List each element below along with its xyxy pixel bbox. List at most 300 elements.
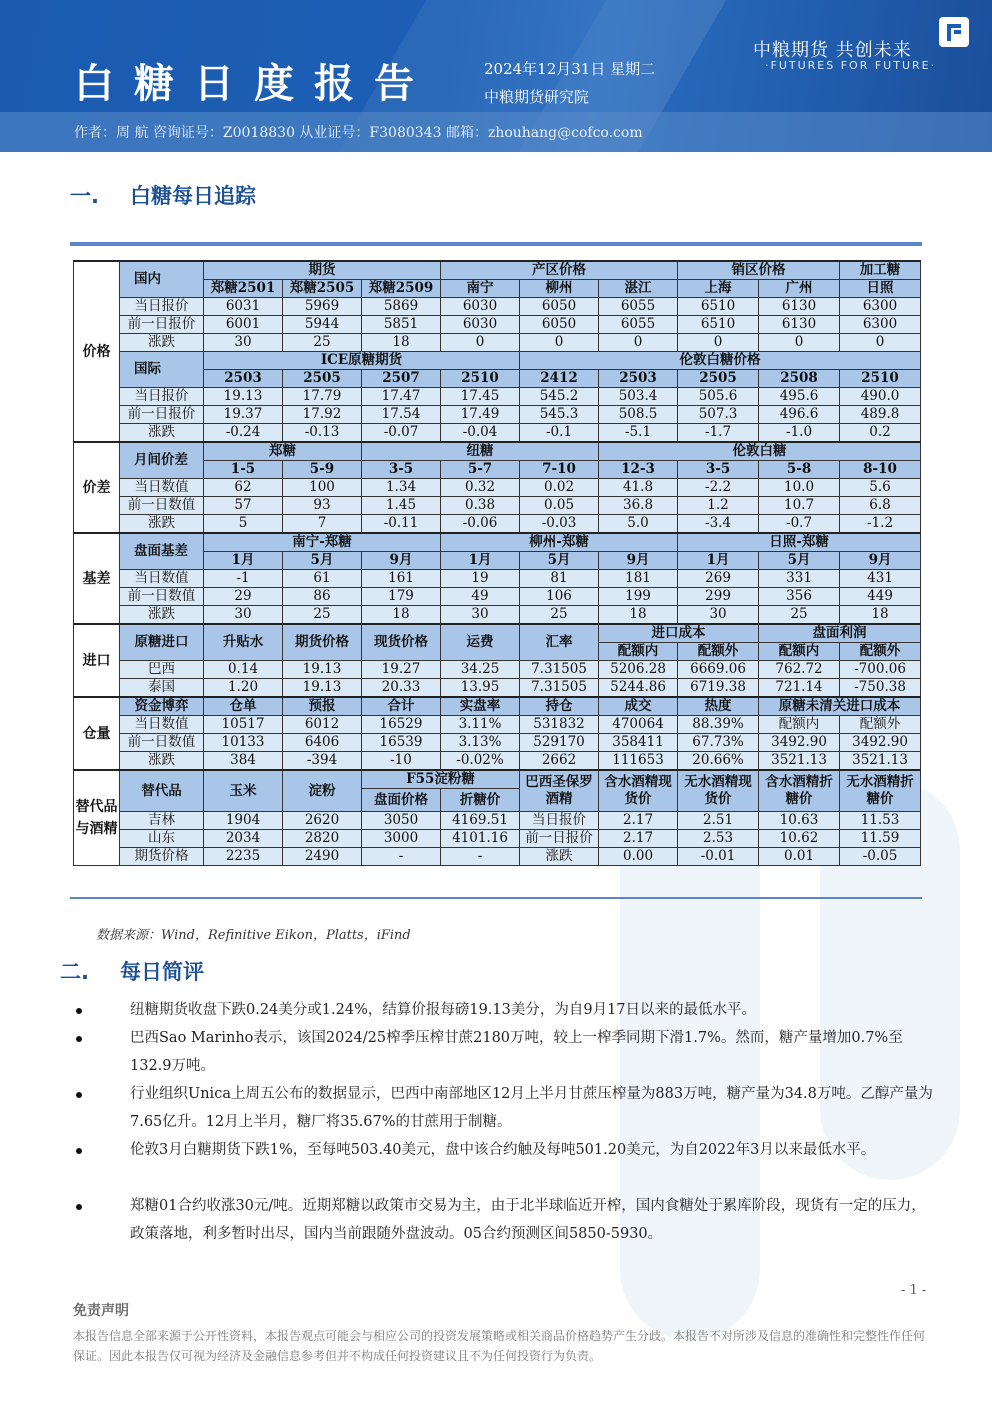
data-cell: 6300	[840, 298, 921, 316]
category-label: 替代品与酒精	[74, 770, 120, 866]
data-cell: 10517	[204, 716, 283, 734]
data-cell: 19.13	[204, 388, 283, 406]
table-row	[74, 497, 921, 515]
data-cell: 4169.51	[441, 812, 520, 830]
data-cell: 57	[204, 497, 283, 515]
data-cell: -0.06	[441, 515, 520, 534]
research-institute: 中粮期货研究院	[484, 88, 590, 106]
data-cell: 19.13	[283, 661, 362, 679]
report-title: 白糖日度报告	[74, 61, 434, 107]
data-cell: 41.8	[599, 479, 678, 497]
data-cell: 1.2	[678, 497, 759, 515]
data-cell: 0	[840, 334, 921, 352]
data-cell: 1904	[204, 812, 283, 830]
category-label: 仓量	[74, 697, 120, 770]
data-cell: 545.2	[520, 388, 599, 406]
table-row	[74, 848, 921, 866]
data-cell: -	[362, 848, 441, 866]
table-row	[74, 479, 921, 497]
data-cell: 11.59	[840, 830, 921, 848]
data-cell: 30	[204, 334, 283, 352]
row-label: 前一日报价	[120, 406, 204, 424]
data-cell: 3492.90	[840, 734, 921, 752]
data-cell: 10.0	[759, 479, 840, 497]
column-header: 合计	[362, 697, 441, 716]
data-cell: 269	[678, 570, 759, 588]
column-group-header: 伦敦白糖价格	[520, 352, 921, 370]
table-row	[74, 570, 921, 588]
column-header: 7-10	[520, 461, 599, 479]
data-cell: 30	[678, 606, 759, 625]
data-cell: 10133	[204, 734, 283, 752]
column-group-header: 柳州-郑糖	[441, 533, 678, 552]
column-header: 2508	[759, 370, 840, 388]
column-header: 2412	[520, 370, 599, 388]
column-header: 仓单	[204, 697, 283, 716]
data-cell: 2.53	[678, 830, 759, 848]
author-info: 作者：周 航 咨询证号：Z0018830 从业证号：F3080343 邮箱：zhouhang@cofco.com	[74, 125, 643, 141]
column-group-header: F55淀粉糖	[362, 770, 520, 789]
column-header: 3-5	[678, 461, 759, 479]
column-header: 5-9	[283, 461, 362, 479]
column-header: 1月	[441, 552, 520, 570]
data-cell: 6012	[283, 716, 362, 734]
data-cell: -0.05	[840, 848, 921, 866]
data-cell: 19	[441, 570, 520, 588]
data-cell: 3.13%	[441, 734, 520, 752]
data-cell: -0.01	[678, 848, 759, 866]
table-bottom-divider	[70, 897, 922, 899]
row-group-label: 盘面基差	[120, 533, 204, 570]
table-row	[74, 406, 921, 424]
column-header: 汇率	[520, 624, 599, 661]
table-row	[74, 716, 921, 734]
column-header: 2505	[678, 370, 759, 388]
data-cell: 30	[441, 606, 520, 625]
row-label: 前一日报价	[120, 316, 204, 334]
column-header: 配额内	[599, 643, 678, 661]
column-header: 持仓	[520, 697, 599, 716]
table-row	[74, 661, 921, 679]
column-header: 上海	[678, 280, 759, 298]
column-header: 运费	[441, 624, 520, 661]
column-header: 2510	[840, 370, 921, 388]
company-slogan: ·FUTURES FOR FUTURE·	[765, 59, 937, 72]
data-cell: 3492.90	[759, 734, 840, 752]
report-date: 2024年12月31日 星期二	[484, 60, 656, 78]
row-label: 前一日数值	[120, 734, 204, 752]
data-cell: -2.2	[678, 479, 759, 497]
data-cell: -0.13	[283, 424, 362, 443]
data-cell: 5206.28	[599, 661, 678, 679]
data-cell: 93	[283, 497, 362, 515]
data-cell: 5944	[283, 316, 362, 334]
column-header: 配额外	[678, 643, 759, 661]
data-cell: 106	[520, 588, 599, 606]
data-cell: 16539	[362, 734, 441, 752]
data-cell: 88.39%	[678, 716, 759, 734]
row-label: 涨跌	[120, 752, 204, 771]
data-cell: 0.2	[840, 424, 921, 443]
data-cell: 0.38	[441, 497, 520, 515]
data-cell: 6.8	[840, 497, 921, 515]
data-cell: 0.14	[204, 661, 283, 679]
row-label: 当日报价	[120, 298, 204, 316]
data-cell: 6300	[840, 316, 921, 334]
column-group-header: 销区价格	[678, 261, 840, 280]
table-row	[74, 679, 921, 698]
column-header: 广州	[759, 280, 840, 298]
table-row	[74, 334, 921, 352]
data-cell: 299	[678, 588, 759, 606]
data-cell: 6669.06	[678, 661, 759, 679]
data-cell: 356	[759, 588, 840, 606]
data-cell: 19.13	[283, 679, 362, 698]
data-cell: 384	[204, 752, 283, 771]
row-group-label: 月间价差	[120, 442, 204, 479]
data-cell: 30	[204, 606, 283, 625]
data-cell: 25	[283, 606, 362, 625]
data-cell: 199	[599, 588, 678, 606]
data-cell: -700.06	[840, 661, 921, 679]
section-heading	[60, 956, 204, 986]
table-row	[74, 533, 921, 552]
table-row	[74, 812, 921, 830]
column-header: 5-7	[441, 461, 520, 479]
column-header: 郑糖2509	[362, 280, 441, 298]
data-cell: 0.32	[441, 479, 520, 497]
column-header: 5月	[759, 552, 840, 570]
row-group-label: 资金博弈	[120, 697, 204, 716]
table-row	[74, 734, 921, 752]
data-cell: 2820	[283, 830, 362, 848]
sugar-data-table	[73, 260, 921, 866]
data-cell: 1.20	[204, 679, 283, 698]
section-number: 一.	[70, 184, 99, 208]
data-cell: 179	[362, 588, 441, 606]
data-cell: -0.07	[362, 424, 441, 443]
row-group-label: 替代品	[120, 770, 204, 812]
column-header: 9月	[599, 552, 678, 570]
category-label: 价格	[74, 261, 120, 442]
column-header: 5月	[283, 552, 362, 570]
data-cell: 34.25	[441, 661, 520, 679]
data-cell: 20.66%	[678, 752, 759, 771]
data-cell: 6030	[441, 316, 520, 334]
data-cell: 489.8	[840, 406, 921, 424]
column-header: 柳州	[520, 280, 599, 298]
row-label: 吉林	[120, 812, 204, 830]
section-title: 白糖每日追踪	[130, 184, 256, 208]
data-cell: 1.34	[362, 479, 441, 497]
data-cell: 17.47	[362, 388, 441, 406]
column-group-header: 加工糖	[840, 261, 921, 280]
column-header: 期货价格	[283, 624, 362, 661]
data-cell: 17.54	[362, 406, 441, 424]
data-cell: 2.17	[599, 830, 678, 848]
column-header: 现货价格	[362, 624, 441, 661]
comment-bullet	[96, 1024, 936, 1080]
table-row	[74, 624, 921, 643]
column-header: 成交	[599, 697, 678, 716]
row-label: 当日数值	[120, 479, 204, 497]
column-header: 1-5	[204, 461, 283, 479]
column-header: 盘面价格	[362, 789, 441, 812]
data-cell: -0.11	[362, 515, 441, 534]
data-cell: -394	[283, 752, 362, 771]
data-cell: 7.31505	[520, 661, 599, 679]
data-cell: 25	[759, 606, 840, 625]
section-heading	[70, 180, 256, 210]
column-group-header: 期货	[204, 261, 441, 280]
comment-text: 巴西Sao Marinho表示，该国2024/25榨季压榨甘蔗2180万吨，较上一榨季同期下滑1.7%。然而，糖产量增加0.7%至132.9万吨。	[130, 1030, 903, 1074]
data-cell: 13.95	[441, 679, 520, 698]
disclaimer-title: 免责声明	[73, 1303, 129, 1319]
table-row	[74, 830, 921, 848]
comment-text: 郑糖01合约收涨30元/吨。近期郑糖以政策市交易为主，由于北半球临近开榨，国内食糖处于累库阶段，现货有一定的压力，政策落地，利多暂时出尽，国内当前跟随外盘波动。05合约预测区间5850-5930。	[130, 1198, 926, 1242]
column-header: 升贴水	[204, 624, 283, 661]
data-cell: 配额内	[759, 716, 840, 734]
data-cell: 0.05	[520, 497, 599, 515]
data-cell: 6055	[599, 298, 678, 316]
data-cell: 505.6	[678, 388, 759, 406]
disclaimer-text: 本报告信息全部来源于公开性资料，本报告观点可能会与相应公司的投资发展策略或相关商品价格趋势产生分歧。本报告不对所涉及信息的准确性和完整性作任何保证。因此本报告仅可视为经济及金融信息参考但并不构成任何投资建议且不为任何投资行为负责。	[73, 1329, 926, 1363]
data-cell: 当日报价	[520, 812, 599, 830]
data-cell: -10	[362, 752, 441, 771]
data-cell: 25	[520, 606, 599, 625]
column-group-header: 郑糖	[204, 442, 362, 461]
column-header: 含水酒精折糖价	[759, 770, 840, 812]
data-cell: 358411	[599, 734, 678, 752]
company-logo-text: 中粮期货 共创未来	[753, 40, 912, 61]
data-cell: 3050	[362, 812, 441, 830]
data-cell: 2.17	[599, 812, 678, 830]
column-group-header: 南宁-郑糖	[204, 533, 441, 552]
data-cell: 6510	[678, 298, 759, 316]
column-header: 无水酒精折糖价	[840, 770, 921, 812]
data-cell: 2490	[283, 848, 362, 866]
column-header: 8-10	[840, 461, 921, 479]
data-cell: 7.31505	[520, 679, 599, 698]
row-label: 前一日数值	[120, 497, 204, 515]
data-cell: -0.7	[759, 515, 840, 534]
column-header: 2507	[362, 370, 441, 388]
table-row	[74, 770, 921, 789]
column-group-header: 伦敦白糖	[599, 442, 921, 461]
data-cell: 0.00	[599, 848, 678, 866]
data-cell: 涨跌	[520, 848, 599, 866]
data-cell: 17.45	[441, 388, 520, 406]
bullet-icon	[76, 1204, 82, 1210]
column-header: 原糖未清关进口成本	[759, 697, 921, 716]
table-row	[74, 316, 921, 334]
column-header: 2505	[283, 370, 362, 388]
column-header: 配额内	[759, 643, 840, 661]
data-cell: 0.02	[520, 479, 599, 497]
data-cell: 86	[283, 588, 362, 606]
table-row	[74, 588, 921, 606]
data-cell: 5969	[283, 298, 362, 316]
company-logo-icon	[938, 16, 970, 48]
data-cell: 5.6	[840, 479, 921, 497]
data-cell: 29	[204, 588, 283, 606]
row-group-label: 原糖进口	[120, 624, 204, 661]
data-cell: 431	[840, 570, 921, 588]
comment-bullet	[96, 1080, 936, 1136]
data-cell: 6050	[520, 298, 599, 316]
data-cell: 161	[362, 570, 441, 588]
table-row	[74, 261, 921, 280]
table-row	[74, 606, 921, 625]
data-cell: 449	[840, 588, 921, 606]
column-header: 无水酒精现货价	[678, 770, 759, 812]
data-cell: 18	[362, 606, 441, 625]
data-cell: 470064	[599, 716, 678, 734]
column-header: 1月	[678, 552, 759, 570]
column-header: 淀粉	[283, 770, 362, 812]
data-cell: 490.0	[840, 388, 921, 406]
data-cell: 6130	[759, 298, 840, 316]
data-cell: 111653	[599, 752, 678, 771]
data-cell: 531832	[520, 716, 599, 734]
row-group-label: 国内	[120, 261, 204, 298]
data-cell: 0	[599, 334, 678, 352]
data-cell: -0.02%	[441, 752, 520, 771]
data-cell: 529170	[520, 734, 599, 752]
row-label: 涨跌	[120, 515, 204, 534]
data-cell: 4101.16	[441, 830, 520, 848]
data-cell: 496.6	[759, 406, 840, 424]
row-label: 当日报价	[120, 388, 204, 406]
table-row	[74, 388, 921, 406]
data-cell: 前一日报价	[520, 830, 599, 848]
column-header: 2503	[599, 370, 678, 388]
data-cell: 25	[283, 334, 362, 352]
data-cell: 49	[441, 588, 520, 606]
data-cell: 331	[759, 570, 840, 588]
row-label: 泰国	[120, 679, 204, 698]
comment-text: 伦敦3月白糖期货下跌1%，至每吨503.40美元，盘中该合约触及每吨501.20美元，为自2022年3月以来最低水平。	[130, 1142, 876, 1158]
data-cell: 6510	[678, 316, 759, 334]
data-cell: 10.62	[759, 830, 840, 848]
data-cell: 5869	[362, 298, 441, 316]
column-header: 玉米	[204, 770, 283, 812]
data-cell: 5.0	[599, 515, 678, 534]
column-header: 折糖价	[441, 789, 520, 812]
data-cell: 17.49	[441, 406, 520, 424]
row-label: 期货价格	[120, 848, 204, 866]
section-divider	[70, 242, 922, 246]
column-group-header: ICE原糖期货	[204, 352, 520, 370]
column-header: 9月	[362, 552, 441, 570]
data-cell: 0	[441, 334, 520, 352]
column-group-header: 盘面利润	[759, 624, 921, 643]
column-header: 3-5	[362, 461, 441, 479]
data-cell: 17.79	[283, 388, 362, 406]
data-cell: -1	[204, 570, 283, 588]
data-cell: 2.51	[678, 812, 759, 830]
column-header: 热度	[678, 697, 759, 716]
data-cell: -0.24	[204, 424, 283, 443]
table-row	[74, 352, 921, 370]
report-header	[0, 0, 992, 152]
data-cell: -750.38	[840, 679, 921, 698]
column-header: 配额外	[840, 643, 921, 661]
column-header: 1月	[204, 552, 283, 570]
column-header: 2503	[204, 370, 283, 388]
data-cell: 2620	[283, 812, 362, 830]
data-cell: 3521.13	[759, 752, 840, 771]
data-cell: 3.11%	[441, 716, 520, 734]
data-cell: 5244.86	[599, 679, 678, 698]
column-header: 湛江	[599, 280, 678, 298]
data-cell: 0	[759, 334, 840, 352]
data-cell: -1.7	[678, 424, 759, 443]
data-cell: 3521.13	[840, 752, 921, 771]
data-cell: 0.01	[759, 848, 840, 866]
table-row	[74, 697, 921, 716]
column-header: 郑糖2505	[283, 280, 362, 298]
column-header: 5月	[520, 552, 599, 570]
data-cell: 503.4	[599, 388, 678, 406]
data-cell: 3000	[362, 830, 441, 848]
data-cell: -5.1	[599, 424, 678, 443]
data-cell: -3.4	[678, 515, 759, 534]
column-header: 实盘率	[441, 697, 520, 716]
row-group-label: 国际	[120, 352, 204, 388]
column-header: 2510	[441, 370, 520, 388]
data-cell: 181	[599, 570, 678, 588]
data-cell: -	[441, 848, 520, 866]
data-cell: -0.03	[520, 515, 599, 534]
column-group-header: 日照-郑糖	[678, 533, 921, 552]
data-cell: 6030	[441, 298, 520, 316]
data-cell: 18	[362, 334, 441, 352]
row-label: 涨跌	[120, 606, 204, 625]
column-header: 日照	[840, 280, 921, 298]
data-cell: 11.53	[840, 812, 921, 830]
data-cell: 2034	[204, 830, 283, 848]
bullet-icon	[76, 1008, 82, 1014]
data-cell: 18	[840, 606, 921, 625]
bullet-icon	[76, 1036, 82, 1042]
comment-bullet	[96, 1136, 936, 1164]
data-cell: 721.14	[759, 679, 840, 698]
data-cell: 19.37	[204, 406, 283, 424]
table-row	[74, 424, 921, 443]
data-cell: 2235	[204, 848, 283, 866]
data-cell: 5	[204, 515, 283, 534]
row-label: 当日数值	[120, 570, 204, 588]
column-group-header: 纽糖	[362, 442, 599, 461]
column-header: 郑糖2501	[204, 280, 283, 298]
data-cell: 7	[283, 515, 362, 534]
data-cell: 6050	[520, 316, 599, 334]
category-label: 价差	[74, 442, 120, 533]
data-cell: 2662	[520, 752, 599, 771]
comment-bullet	[96, 1192, 936, 1248]
row-label: 涨跌	[120, 334, 204, 352]
data-cell: 545.3	[520, 406, 599, 424]
section-number: 二.	[60, 960, 89, 984]
data-cell: 16529	[362, 716, 441, 734]
category-label: 进口	[74, 624, 120, 697]
data-cell: 100	[283, 479, 362, 497]
section-title: 每日简评	[120, 960, 204, 984]
category-label: 基差	[74, 533, 120, 624]
data-source-note: 数据来源：Wind，Refinitive Eikon，Platts，iFind	[96, 928, 411, 943]
data-cell: 6719.38	[678, 679, 759, 698]
